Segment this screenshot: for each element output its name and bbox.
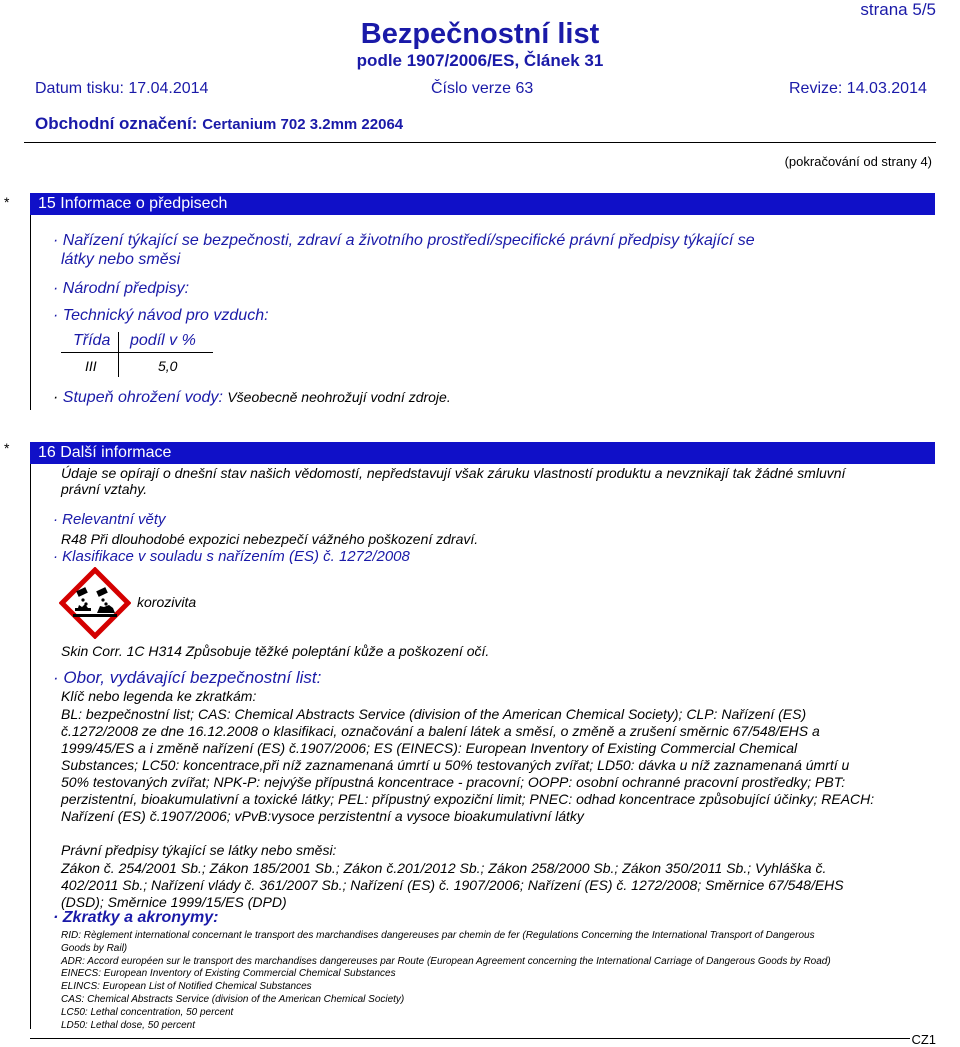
- issuer-heading: · Obor, vydávající bezpečnostní list:: [53, 668, 322, 687]
- hazard-statement: Skin Corr. 1C H314 Způsobuje těžké poleptání kůže a poškození očí.: [61, 643, 490, 659]
- abbreviation-line: ELINCS: European List of Notified Chemical Substances: [61, 981, 312, 993]
- abbreviation-line: LC50: Lethal concentration, 50 percent: [61, 1006, 234, 1018]
- disclaimer: [61, 465, 936, 497]
- trade-name-label: Obchodní označení:: [35, 114, 198, 133]
- table-header-class: Třída: [73, 332, 111, 349]
- footer-rule: [30, 1038, 910, 1039]
- section15-header: 15 Informace o předpisech: [30, 193, 935, 215]
- classification-label: Klasifikace v souladu s nařízením (ES) č. 1272/2008: [62, 548, 410, 565]
- section15-sidebar: [30, 215, 31, 410]
- document-title: Bezpečnostní list: [360, 18, 600, 50]
- relevant-phrases-label: Relevantní věty: [62, 511, 166, 528]
- abbreviations-label: Zkratky a akronymy:: [62, 909, 219, 926]
- document-subtitle: podle 1907/2006/ES, Článek 31: [356, 51, 604, 70]
- water-hazard-value: Všeobecně neohrožují vodní zdroje.: [227, 389, 451, 405]
- regulation-heading: · Nařízení týkající se bezpečnosti, zdraví a životního prostředí/specifické právní předpisy týkající se: [53, 232, 755, 249]
- abbreviation-line: EINECS: European Inventory of Existing Commercial Chemical Substances: [61, 968, 396, 980]
- section16-sidebar: [30, 464, 31, 1029]
- abbreviation-line: CAS: Chemical Abstracts Service (division of the American Chemical Society): [61, 993, 405, 1005]
- legal-line: 402/2011 Sb.; Nařízení vlády č. 361/2007 Sb.; Nařízení (ES) č. 1907/2006; Nařízení (ES) č. 1272/2008; Směrnice 67/548/EHS: [61, 877, 844, 893]
- legend-line: 50% testovaných zvířat; NPK-P: nejvýše přípustná koncentrace - pracovní; OOPP: osobní ochranné pracovní prostředky; PBT:: [61, 774, 846, 790]
- section15-change-marker: *: [4, 194, 10, 210]
- trade-name-value: Certanium 702 3.2mm 22064: [202, 116, 404, 133]
- section16-header: 16 Další informace: [30, 442, 935, 464]
- legal-label: Právní předpisy týkající se látky nebo směsi:: [61, 842, 337, 858]
- trade-name: [35, 114, 403, 134]
- table-cell-class: III: [85, 358, 97, 374]
- legal-line: (DSD); Směrnice 1999/15/ES (DPD): [61, 894, 287, 910]
- legal-line: Zákon č. 254/2001 Sb.; Zákon 185/2001 Sb.; Zákon č.201/2012 Sb.; Zákon 258/2000 Sb.; Zákon 350/2011 Sb.; Vyhláška č.: [61, 860, 827, 876]
- abbreviations-text: [61, 930, 936, 1032]
- legend-line: Substances; LC50: koncentrace,při níž zaznamenaná úmrtí u 50% testovaných zvířat; LD50: dávka u níž zaznamenaná úmrtí u: [61, 757, 850, 773]
- abbreviation-line: LD50: Lethal dose, 50 percent: [61, 1019, 195, 1031]
- national-regulations: · Národní předpisy:: [53, 280, 190, 297]
- version-number: Číslo verze 63: [431, 80, 534, 97]
- legend-line: perzistentní, bioakumulativní a toxické látky; PEL: přípustný expoziční limit; PNEC: odhad koncentrace způsobující účinky; REACH:: [61, 791, 875, 807]
- legend-line: BL: bezpečnostní list; CAS: Chemical Abstracts Service (division of the American Chemical Society); CLP: Nařízení (ES): [61, 706, 807, 722]
- pictogram-label: korozivita: [137, 594, 197, 610]
- relevant-phrase-r48: R48 Při dlouhodobé expozici nebezpečí vážného poškození zdraví.: [61, 531, 479, 547]
- air-regulations: · Technický návod pro vzduch:: [53, 307, 269, 324]
- legend-line: č.1272/2008 ze dne 16.12.2008 o klasifikaci, označování a balení látek a směsí, o změně a zrušení směrnic 67/548/EHS a: [61, 723, 820, 739]
- regulation-line1: Nařízení týkající se bezpečnosti, zdraví a životního prostředí/specifické právní předpisy týkající se: [62, 232, 755, 249]
- continued-note: (pokračování od strany 4): [784, 154, 932, 169]
- table-column-rule: [118, 332, 119, 377]
- legend-line: 1999/45/ES a i změně nařízení (ES) č.1907/2006; ES (EINECS): European Inventory of Existing Commercial Chemical: [61, 740, 798, 756]
- water-hazard-label: Stupeň ohrožení vody:: [62, 389, 223, 406]
- abbreviation-line: Goods by Rail): [61, 942, 128, 954]
- section16-change-marker: *: [4, 440, 10, 456]
- disclaimer-line1: Údaje se opírají o dnešní stav našich vědomostí, nepředstavují však záruku vlastností produktu a nevznikají tak žádné smluvní: [61, 465, 846, 481]
- corrosion-pictogram: [59, 567, 131, 644]
- air-label: Technický návod pro vzduch:: [62, 307, 269, 324]
- legend-text: [61, 706, 936, 825]
- abbreviations-heading: · Zkratky a akronymy:: [53, 909, 219, 926]
- footer-language: CZ1: [911, 1032, 936, 1047]
- print-date: Datum tisku: 17.04.2014: [35, 80, 209, 97]
- table-header-share: podíl v %: [130, 332, 196, 349]
- national-label: Národní předpisy:: [62, 280, 190, 297]
- abbreviation-line: RID: Règlement international concernant le transport des marchandises dangereuses par chemin de fer (Regulations Concerning the International Transport of Dangerous: [61, 930, 815, 941]
- revision-date: Revize: 14.03.2014: [789, 80, 927, 97]
- table-cell-share: 5,0: [158, 358, 178, 374]
- disclaimer-line2: právní vztahy.: [61, 481, 148, 497]
- corrosion-icon: [59, 567, 131, 639]
- legal-text: [61, 860, 936, 911]
- table-header-rule: [61, 352, 213, 353]
- regulation-line2: látky nebo směsi: [61, 251, 181, 268]
- classification-heading: · Klasifikace v souladu s nařízením (ES) č. 1272/2008: [53, 548, 410, 565]
- page-number: strana 5/5: [860, 0, 936, 19]
- abbreviation-line: ADR: Accord européen sur le transport des marchandises dangereuses par Route (European Agreement concerning the International Carriage of Dangerous Goods by Road): [61, 955, 831, 967]
- water-hazard: · Stupeň ohrožení vody: Všeobecně neohrožují vodní zdroje.: [53, 389, 451, 406]
- issuer-label: Obor, vydávající bezpečnostní list:: [63, 668, 322, 687]
- relevant-phrases-heading: · Relevantní věty: [53, 511, 166, 528]
- header-divider: [24, 142, 936, 143]
- legend-label: Klíč nebo legenda ke zkratkám:: [61, 688, 257, 704]
- legend-line: Nařízení (ES) č.1907/2006; vPvB:vysoce perzistentní a vysoce bioakumulativní látky: [61, 808, 584, 824]
